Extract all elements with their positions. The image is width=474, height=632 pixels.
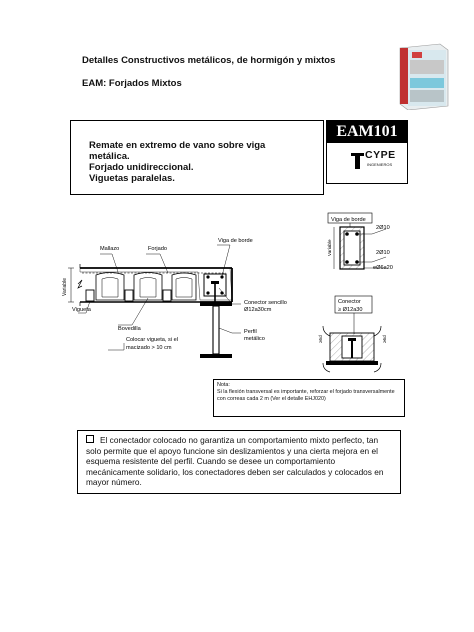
label-perfil: Perfil: [244, 329, 257, 335]
checkbox-icon: [86, 435, 94, 443]
note-box: [213, 379, 405, 417]
label-viga-borde: Viga de borde: [218, 238, 253, 244]
edge-beam-section: [327, 213, 393, 271]
detail-code-box: [326, 120, 408, 184]
dim-5d: ≥5d: [318, 335, 323, 343]
cype-logo-icon: [351, 151, 364, 171]
note-text: Si la flexión transversal es importante, reforzar el forjado transversalmente con correas cada 2 m (Ver el detalle EHJ020): [217, 389, 395, 402]
label-macizado: macizado > 10 cm: [126, 345, 172, 351]
document-subtitle: EAM: Forjados Mixtos: [82, 78, 182, 89]
label-bovedilla: Bovedilla: [118, 326, 141, 332]
cype-logo: [351, 149, 405, 175]
description-line: Viguetas paralelas.: [89, 173, 175, 184]
book-cover-image: [396, 40, 452, 110]
section-top-bars: 2Ø10: [376, 225, 390, 231]
description-line: Remate en extremo de vano sobre viga: [89, 140, 266, 151]
slab-section: [62, 238, 287, 358]
detail-code: EAM101: [327, 121, 407, 143]
label-variable: Variable: [62, 278, 68, 296]
note-heading: Nota:: [217, 382, 230, 388]
dim-6d: ≥6d: [382, 335, 387, 343]
label-vigueta: Vigueta: [72, 307, 91, 313]
label-conector-sencillo: Conector sencillo: [244, 300, 287, 306]
connector-detail: [318, 296, 387, 372]
label-conector-dim: Ø12a30cm: [244, 307, 272, 313]
section-variable: Variable: [327, 239, 332, 256]
label-mallazo: Mallazo: [100, 246, 120, 252]
document-title: Detalles Constructivos metálicos, de hormigón y mixtos: [82, 55, 336, 66]
brand-name: CYPE: [365, 149, 396, 161]
description-box: [70, 120, 324, 195]
description-line: Forjado unidireccional.: [89, 162, 194, 173]
warning-text: El conectador colocado no garantiza un comportamiento mixto perfecto, tan solo permite que el apoyo funcione sin deslizamientos y una cierta mejora en el esquema resistente del perfil. Cuando se desee un comportamiento mecánicamente solidario, los conectadores deben ser calculados y colocados en mayor número.: [86, 435, 384, 487]
connector-dim: ≥ Ø12a30: [338, 307, 363, 313]
connector-title: Conector: [338, 299, 361, 305]
section-title: Viga de borde: [331, 217, 366, 223]
section-stirrups: eØ6a20: [373, 265, 393, 271]
brand-subtitle: INGENIEROS: [367, 162, 393, 167]
warning-box: [77, 430, 401, 494]
label-perfil-metalico: metálico: [244, 336, 265, 342]
description-line: metálica.: [89, 151, 130, 162]
label-forjado: Forjado: [148, 246, 167, 252]
label-colocar-vigueta: Colocar vigueta, si el: [126, 337, 178, 343]
section-bottom-bars: 2Ø10: [376, 250, 390, 256]
